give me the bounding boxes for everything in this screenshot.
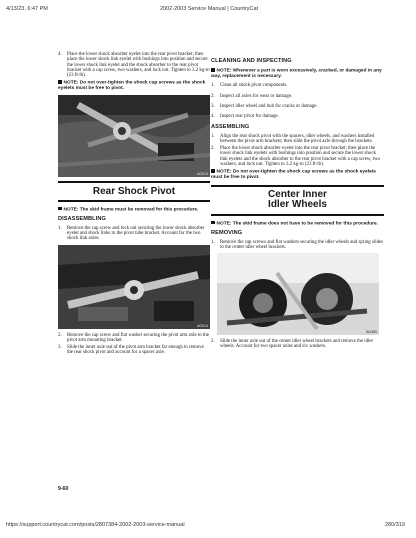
note-bullet-icon: [211, 169, 215, 173]
heading-cleaning-inspecting: CLEANING AND INSPECTING: [211, 58, 292, 64]
photo-pivot-tube: [58, 245, 210, 329]
remove-step-2: 2. Slide the inner axle out of the center idler wheel brackets and remove the idler wheels. Account for two spacer axles and six washers.: [211, 339, 374, 350]
note-bullet-icon: [58, 80, 62, 84]
clean-step-1: 1. Clean all shock pivot components.: [211, 83, 288, 89]
remove-step-1: 1. Remove the cap screws and flat washers securing the idler wheels and spring slides to the center idler wheel brackets.: [211, 239, 384, 250]
section-title-center-inner-idler-wheels: Center Inner Idler Wheels: [211, 185, 384, 216]
left-column: [58, 52, 210, 358]
right-column: [211, 52, 384, 352]
clean-step-4: 4. Inspect rear pivot for damage.: [211, 114, 279, 120]
page-number: 9-60: [58, 486, 69, 492]
disassemble-step-3: 3. Slide the inner axle out of the pivot arm bracket far enough to remove the rear shock pivot and account for a spacer axle.: [58, 345, 204, 356]
note-worn-parts: NOTE: Whenever a part is worn excessively, cracked, or damaged in any way, replacement is necessary.: [211, 68, 382, 79]
clean-step-2: 2. Inspect all axles for wear or damage.: [211, 93, 293, 99]
note-overtighten: NOTE: Do not over-tighten the shock cap screws as the shock eyelets must be free to pivot.: [58, 80, 206, 92]
photo-caption: AG014: [197, 323, 208, 328]
heading-assembling: ASSEMBLING: [211, 123, 250, 130]
note-skid-frame: NOTE: The skid frame must be removed for this procedure.: [58, 207, 210, 213]
heading-disassembling: DISASSEMBLING: [58, 215, 106, 222]
print-url: https://support.countrycat.com/posts/2807384-2002-2003-service-manual: [6, 522, 185, 528]
print-datetime: 4/13/23, 6:47 PM: [6, 6, 48, 12]
pivot-photo-illustration: [58, 245, 210, 329]
note-skid-frame-not-removed: NOTE: The skid frame does not have to be removed for this procedure.: [211, 221, 384, 227]
photo-idler-wheels: [217, 253, 379, 335]
disassemble-step-1: 1. Remove the cap screw and lock nut securing the lower shock absorber eyelet and shock links to the pivot tube bracket. Account for the two shock link axles.: [58, 225, 205, 242]
photo-caption: AG450: [366, 330, 377, 335]
install-step-4: 4. Place the lower shock absorber eyelet into the rear pivot bracket; then place the lower shock link eyelet with bushings into position and secure the lower shock link eyelet and the shock absorber to the rear pivot bracket with a cap screw, two washers, and lock nut. Tighten to 3.2 kg-m (23 ft-lb).: [58, 52, 210, 79]
assemble-step-2: 2. Place the lower shock absorber eyelet into the rear pivot bracket; then place the lower shock link eyelets with bushings into position and secure the lower shock link eyelets and the shock absorber to the rear pivot bracket with a cap screw, two washers, and lock nut. Tighten to 3.2 kg-m (23 ft-lb).: [211, 146, 380, 167]
photo-shock-mount: [58, 95, 210, 177]
note-bullet-icon: [211, 68, 215, 72]
assemble-step-1: 1. Align the rear shock pivot with the spacers, idler wheels, and washers installed between the pivot arm brackets; then slide the pivot axle through the brackets.: [211, 133, 375, 144]
print-title: 2002-2003 Service Manual | CountryCat: [160, 6, 259, 12]
section-title-rear-shock-pivot: Rear Shock Pivot: [58, 181, 210, 202]
clean-step-3: 3. Inspect idler wheel and hub for cracks or damage.: [211, 103, 318, 109]
print-page-count: 280/319: [385, 522, 405, 528]
photo-caption: AG014: [197, 171, 208, 176]
note-bullet-icon: [58, 207, 62, 211]
idler-photo-illustration: [217, 253, 379, 335]
shock-photo-illustration: [58, 95, 210, 177]
note-overtighten-2: NOTE: Do not over-tighten the shock cap screws as the shock eyelets must be free to pivot.: [211, 169, 376, 181]
heading-removing: REMOVING: [211, 229, 243, 236]
note-bullet-icon: [211, 221, 215, 225]
disassemble-step-2: 2. Remove the cap screw and flat washer securing the pivot arm axle to the pivot arm mounting bracket.: [58, 332, 209, 343]
